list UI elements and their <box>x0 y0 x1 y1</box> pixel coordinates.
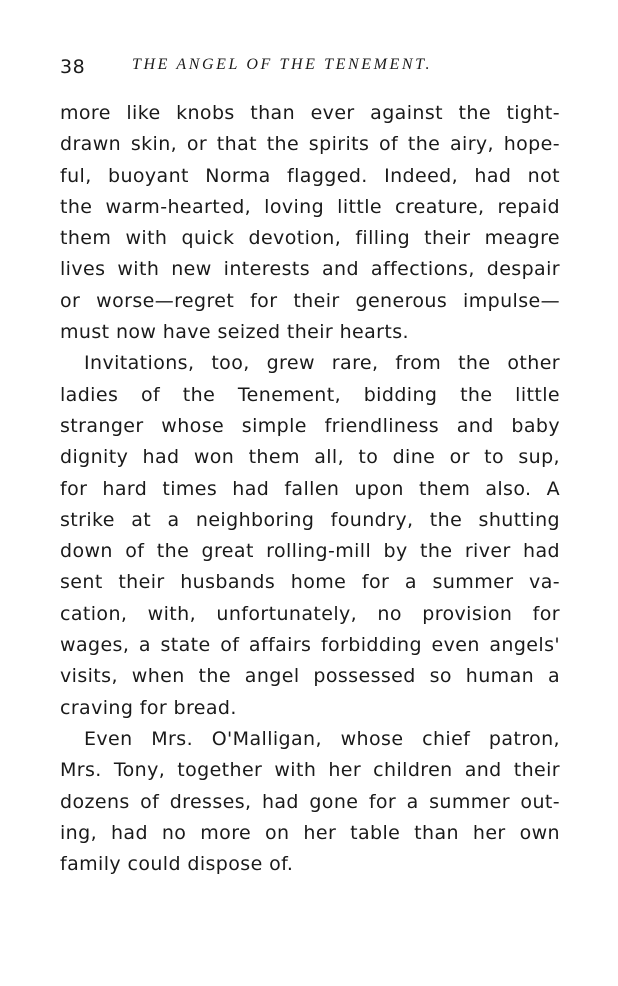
paragraph <box>60 98 560 348</box>
text-line: or worse—regret for their generous impulse— <box>60 289 560 312</box>
page-number: 38 <box>60 56 86 78</box>
text-line: visits, when the angel possessed so human a <box>60 665 560 688</box>
text-line: Mrs. Tony, together with her children and their <box>60 759 560 782</box>
paragraph <box>60 348 560 724</box>
text-line: Even Mrs. O'Malligan, whose chief patron, <box>84 727 560 750</box>
page-header <box>60 52 560 82</box>
paragraph <box>60 724 560 880</box>
text-line: wages, a state of affairs forbidding even angels' <box>60 634 560 657</box>
text-line: dignity had won them all, to dine or to sup, <box>60 446 560 469</box>
text-line: ing, had no more on her table than her own <box>60 821 560 844</box>
text-line: drawn skin, or that the spirits of the airy, hope- <box>60 133 560 156</box>
text-line: for hard times had fallen upon them also. A <box>60 477 560 500</box>
text-line: must now have seized their hearts. <box>60 321 409 344</box>
text-line: family could dispose of. <box>60 853 294 876</box>
text-line: strike at a neighboring foundry, the shutting <box>60 508 560 531</box>
text-line: Invitations, too, grew rare, from the other <box>84 352 560 375</box>
running-title: THE ANGEL OF THE TENEMENT. <box>132 56 433 73</box>
text-line: ladies of the Tenement, bidding the little <box>60 383 560 406</box>
text-line: sent their husbands home for a summer va- <box>60 571 560 594</box>
text-line: dozens of dresses, had gone for a summer out- <box>60 790 560 813</box>
text-line: the warm-hearted, loving little creature, repaid <box>60 195 560 218</box>
text-line: cation, with, unfortunately, no provision for <box>60 602 560 625</box>
text-line: down of the great rolling-mill by the river had <box>60 540 560 563</box>
text-line: them with quick devotion, filling their meagre <box>60 227 560 250</box>
body-text <box>60 98 560 880</box>
text-line: more like knobs than ever against the tight- <box>60 102 560 124</box>
text-line: ful, buoyant Norma flagged. Indeed, had not <box>60 164 560 187</box>
text-line: lives with new interests and affections, despair <box>60 258 560 281</box>
text-line: craving for bread. <box>60 696 237 719</box>
text-line: stranger whose simple friendliness and baby <box>60 414 560 437</box>
